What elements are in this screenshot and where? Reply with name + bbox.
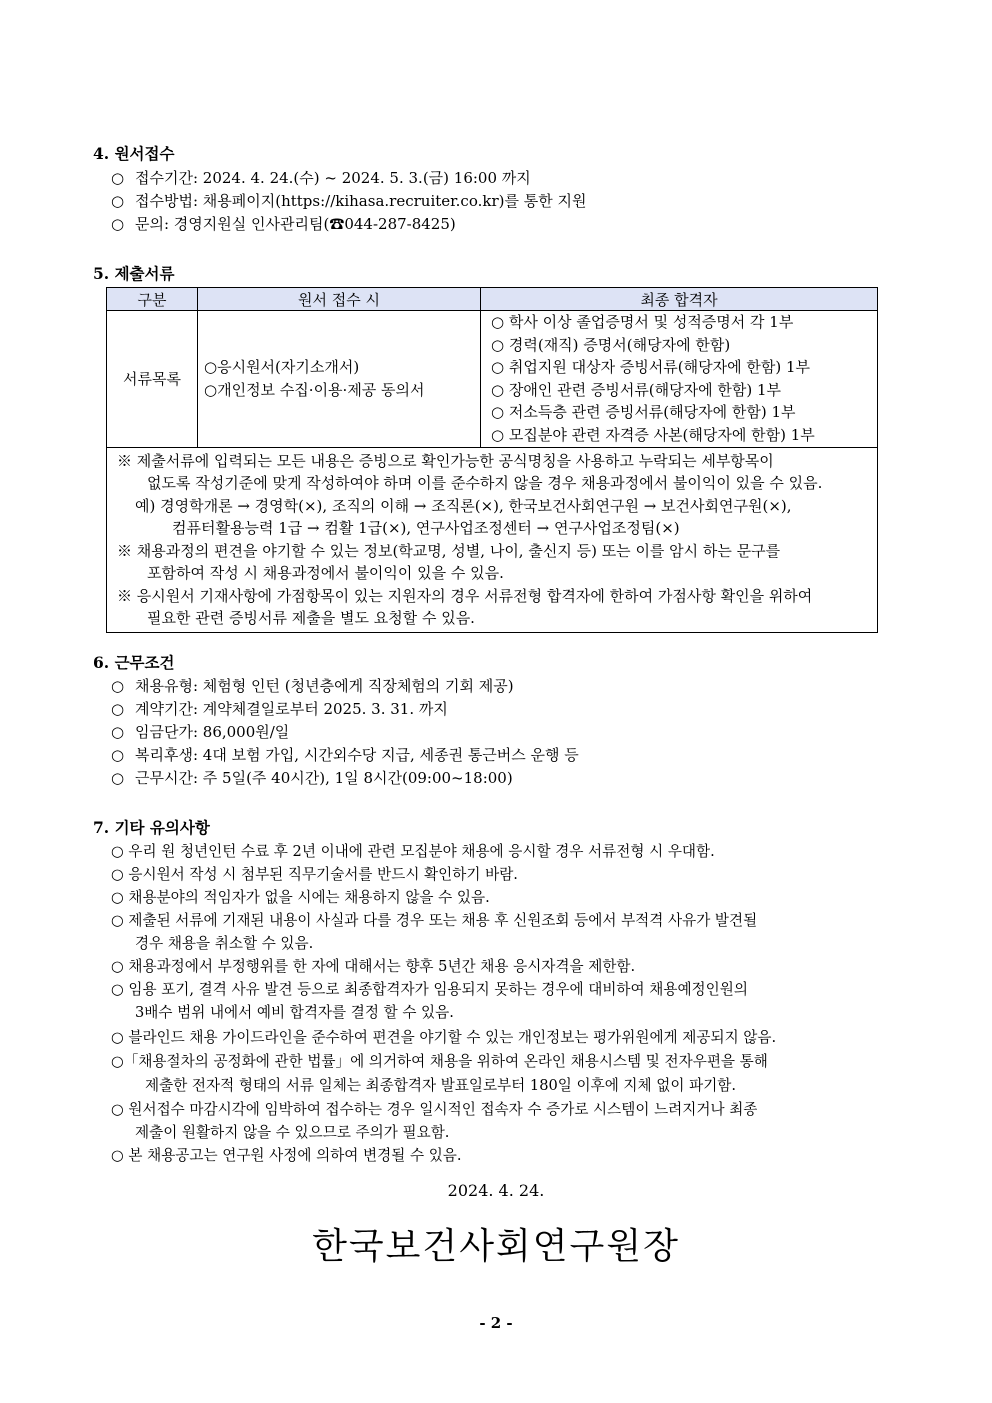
sec7-line: ○ 제출된 서류에 기재된 내용이 사실과 다를 경우 또는 채용 후 신원조회 등에서 부적격 사유가 발견될 [111,912,758,929]
sec7-line: ○ 원서접수 마감시각에 임박하여 접수하는 경우 일시적인 접속자 수 증가로 시스템이 느려지거나 최종 [111,1101,758,1118]
documents-table [106,287,878,633]
note-line: 필요한 관련 증빙서류 제출을 별도 요청할 수 있음. [147,609,475,628]
section-4-title: 4. 원서접수 [93,144,175,163]
final-doc: ○ 장애인 관련 증빙서류(해당자에 한함) 1부 [491,380,782,399]
sec4-item: ○ 접수기간: 2024. 4. 24.(수) ~ 2024. 5. 3.(금) 16:00 까지 [111,169,531,187]
note-line: 컴퓨터활용능력 1급 → 컴활 1급(×), 연구사업조정센터 → 연구사업조정팀(×) [172,519,680,538]
sec7-line: ○「채용절차의 공정화에 관한 법률」에 의거하여 채용을 위하여 온라인 채용시스템 및 전자우편을 통해 [111,1053,768,1070]
sec7-line: 제출한 전자적 형태의 서류 일체는 최종합격자 발표일로부터 180일 이후에 지체 없이 파기함. [145,1077,737,1094]
header-final: 최종 합격자 [481,288,878,311]
sec7-line: 경우 채용을 취소할 수 있음. [135,935,314,952]
sec6-item: ○ 채용유형: 체험형 인턴 (청년층에게 직장체험의 기회 제공) [111,677,514,695]
final-doc: ○ 저소득층 관련 증빙서류(해당자에 한함) 1부 [491,403,796,422]
sec7-line: ○ 우리 원 청년인턴 수료 후 2년 이내에 관련 모집분야 채용에 응시할 경우 서류전형 시 우대함. [111,843,715,860]
note-line: 포함하여 작성 시 채용과정에서 불이익이 있을 수 있음. [147,564,504,583]
apply-docs-cell [198,311,481,448]
final-doc: ○ 모집분야 관련 자격증 사본(해당자에 한함) 1부 [491,425,815,444]
page-number: - 2 - [479,1314,513,1332]
sec6-item: ○ 복리후생: 4대 보험 가입, 시간외수당 지급, 세종권 통근버스 운행 등 [111,746,579,764]
sec7-line: 3배수 범위 내에서 예비 합격자를 결정 할 수 있음. [135,1004,454,1021]
final-docs-cell [481,311,878,448]
section-7-title: 7. 기타 유의사항 [93,818,210,837]
header-category: 구분 [107,288,198,311]
sec7-line: ○ 임용 포기, 결격 사유 발견 등으로 최종합격자가 임용되지 못하는 경우에 대비하여 채용예정인원의 [111,981,748,998]
sec7-line: 제출이 원활하지 않을 수 있으므로 주의가 필요함. [135,1124,450,1141]
final-doc: ○ 취업지원 대상자 증빙서류(해당자에 한함) 1부 [491,358,810,377]
sec7-line: ○ 블라인드 채용 가이드라인을 준수하여 편견을 야기할 수 있는 개인정보는 평가위원에게 제공되지 않음. [111,1029,777,1046]
sec6-item: ○ 계약기간: 계약체결일로부터 2025. 3. 31. 까지 [111,700,448,718]
sec4-item: ○ 접수방법: 채용페이지(https://kihasa.recruiter.co.kr)를 통한 지원 [111,192,587,210]
note-line: ※ 채용과정의 편견을 야기할 수 있는 정보(학교명, 성별, 나이, 출신지 등) 또는 이를 암시 하는 문구를 [117,541,781,560]
note-line: ※ 응시원서 기재사항에 가점항목이 있는 지원자의 경우 서류전형 합격자에 한하여 가점사항 확인을 위하여 [117,586,813,605]
sec7-line: ○ 채용과정에서 부정행위를 한 자에 대해서는 향후 5년간 채용 응시자격을 제한함. [111,958,636,975]
sec7-line: ○ 본 채용공고는 연구원 사정에 의하여 변경될 수 있음. [111,1147,462,1164]
header-apply: 원서 접수 시 [198,288,481,311]
table-notes-row [107,447,878,632]
final-doc: ○ 학사 이상 졸업증명서 및 성적증명서 각 1부 [491,313,794,331]
note-line: 없도록 작성기준에 맞게 작성하여야 하며 이를 준수하지 않을 경우 채용과정에서 불이익이 있을 수 있음. [147,474,823,493]
signature-title: 한국보건사회연구원장 [312,1226,680,1267]
apply-doc: ○개인정보 수집·이용·제공 동의서 [204,380,425,399]
note-line: ※ 제출서류에 입력되는 모든 내용은 증빙으로 확인가능한 공식명칭을 사용하고 누락되는 세부항목이 [117,451,774,470]
table-row [107,311,878,448]
sec6-item: ○ 임금단가: 86,000원/일 [111,723,290,741]
announcement-date: 2024. 4. 24. [447,1181,545,1200]
final-doc: ○ 경력(재직) 증명서(해당자에 한함) [491,335,731,354]
note-line: 예) 경영학개론 → 경영학(×), 조직의 이해 → 조직론(×), 한국보건사회연구원 → 보건사회연구원(×), [135,496,792,515]
sec7-line: ○ 응시원서 작성 시 첨부된 직무기술서를 반드시 확인하기 바람. [111,866,518,883]
sec4-item: ○ 문의: 경영지원실 인사관리팀(☎044-287-8425) [111,215,456,233]
table-header-row [107,288,878,311]
section-6-title: 6. 근무조건 [93,653,175,672]
notes-cell [107,447,878,632]
apply-doc: ○응시원서(자기소개서) [204,358,360,377]
sec6-item: ○ 근무시간: 주 5일(주 40시간), 1일 8시간(09:00~18:00) [111,769,513,787]
sec7-line: ○ 채용분야의 적임자가 없을 시에는 채용하지 않을 수 있음. [111,889,490,906]
section-5-title: 5. 제출서류 [93,264,175,283]
row-label: 서류목록 [107,311,198,448]
